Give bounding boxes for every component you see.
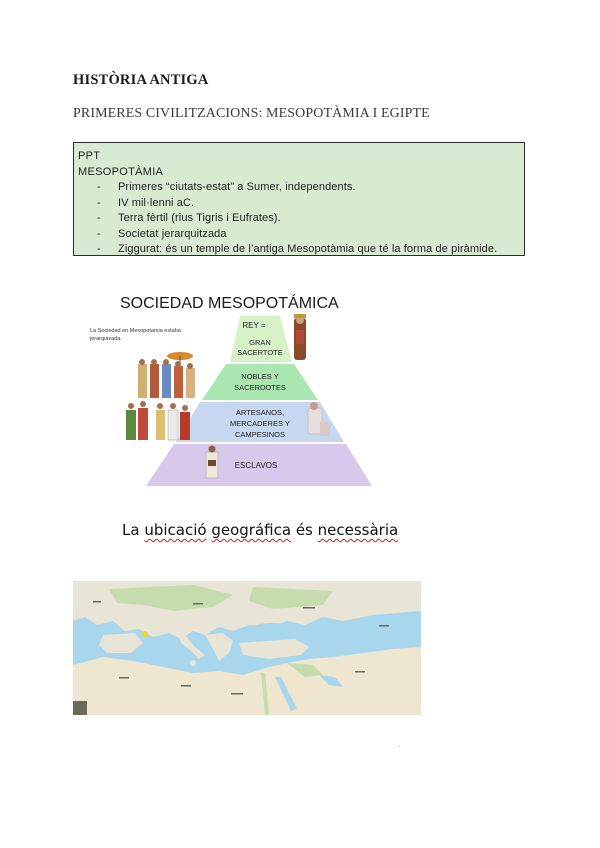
- figure-title: SOCIEDAD MESOPOTÁMICA: [120, 295, 339, 312]
- notes-box: [73, 142, 525, 256]
- list-item: - Societat jerarquitzada: [78, 227, 524, 243]
- notes-list: [78, 180, 524, 258]
- location-marker-icon: [142, 631, 148, 637]
- list-item: - IV mil·lenni aC.: [78, 196, 524, 212]
- figure-caption: La Sociedad en Mesopotamia estaba: [90, 328, 181, 334]
- notes-heading: MESOPOTÀMIA: [78, 165, 164, 178]
- level-label-rey: REY =: [242, 321, 266, 330]
- level-label-sacerdotes: SACERDOTES: [234, 383, 286, 392]
- society-pyramid-figure: [82, 284, 378, 488]
- document-title: HISTÒRIA ANTIGA: [73, 72, 209, 88]
- list-item: - Ziggurat: és un temple de l’antiga Mesopotàmia que té la forma de piràmide.: [78, 242, 524, 258]
- notes-label: PPT: [78, 150, 101, 162]
- level-label-artesanos: ARTESANOS,: [235, 408, 285, 417]
- document-subtitle: PRIMERES CIVILITZACIONS: MESOPOTÀMIA I EGIPTE: [73, 106, 430, 121]
- photo-thumbnail: [73, 701, 87, 715]
- sicily-island: [190, 660, 196, 666]
- map-figure: [73, 581, 421, 715]
- location-heading: [122, 521, 398, 539]
- list-item: - Terra fèrtil (rius Tigris i Eufrates).: [78, 211, 524, 227]
- level-label-mercaderes: MERCADERES Y: [230, 419, 290, 428]
- heading-part: La: [122, 521, 145, 539]
- figure-caption: jerarquizada.: [90, 336, 122, 342]
- level-label-campesinos: CAMPESINOS: [234, 430, 286, 439]
- caspian-sea: [329, 623, 341, 655]
- heading-part: és: [291, 521, 318, 539]
- level-label-nobles: NOBLES Y: [241, 372, 279, 381]
- black-sea: [247, 623, 299, 639]
- level-label-sacertote: SACERTOTE: [237, 348, 283, 357]
- level-label-gran: GRAN: [249, 338, 271, 347]
- level-label-esclavos: ESCLAVOS: [234, 461, 278, 470]
- heading-part: geográfica: [211, 521, 292, 539]
- list-item: - Primeres “ciutats-estat” a Sumer, independents.: [78, 180, 524, 196]
- heading-part: ubicació: [144, 521, 207, 539]
- heading-part: necessària: [317, 521, 399, 539]
- king-figure-icon: [294, 314, 306, 360]
- stray-mark: ·: [398, 743, 401, 750]
